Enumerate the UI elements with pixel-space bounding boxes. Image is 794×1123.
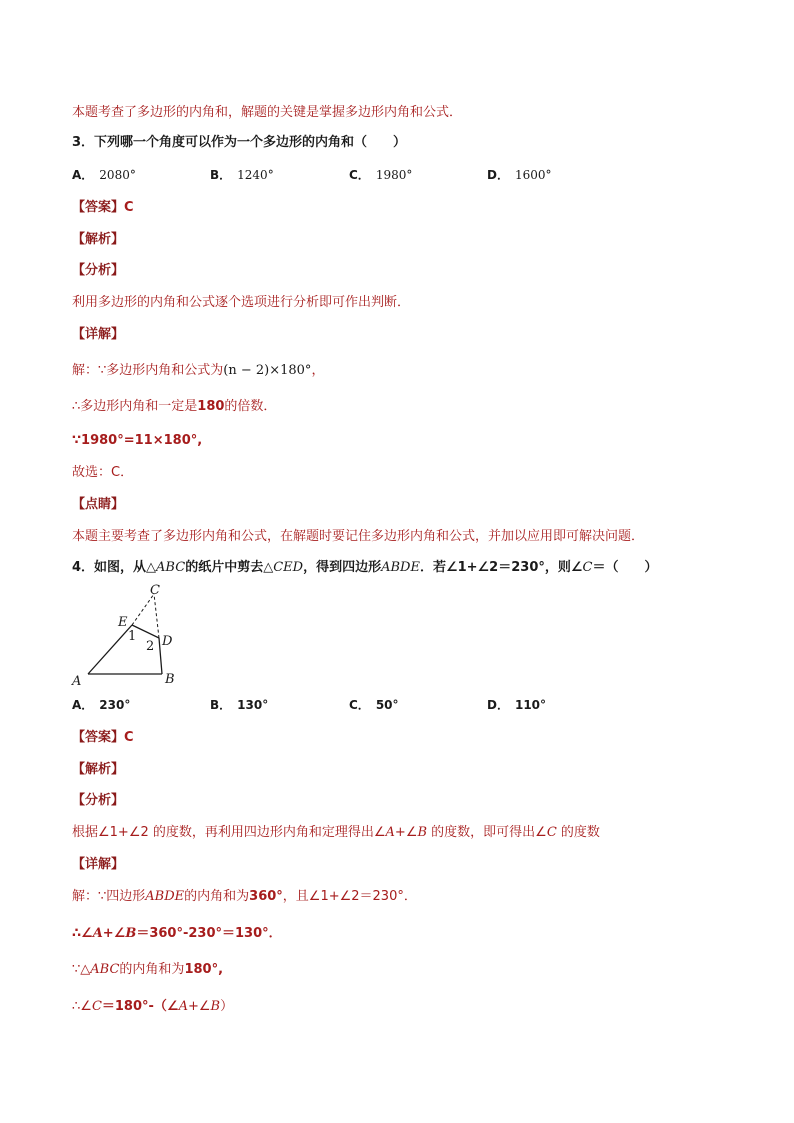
q4-answer [72, 729, 134, 747]
q3-xiangjie-tag: 【详解】 [72, 327, 125, 342]
q3-answer [72, 199, 134, 217]
q3-option-b [210, 166, 274, 184]
q3-option-b-value: 1240° [237, 168, 274, 182]
q4-step1 [72, 888, 417, 906]
q3-fenxi-text: 利用多边形的内角和公式逐个选项进行分析即可作出判断． [72, 295, 411, 310]
q4-fenxi-p2: +∠ [394, 825, 418, 840]
q3-option-c-label: C． [349, 168, 370, 182]
q3-step1-pre: 解：∵多边形内角和公式为 [72, 363, 224, 378]
q4-s1-p3: ，且∠1+∠2＝230°． [282, 889, 417, 904]
q4-jiexi-tag: 【解析】 [72, 762, 125, 777]
q4-s4-c: C [91, 999, 102, 1014]
q4-s1-p1: 解：∵四边形 [72, 889, 146, 904]
q3-step1-formula: (n − 2)×180° [223, 363, 312, 378]
q4-s2-p2: +∠ [102, 926, 126, 941]
q4-option-c-label: C． [349, 698, 370, 712]
q3-step4: 故选：C． [72, 465, 134, 480]
q4-s2-b: B [125, 926, 137, 941]
q4-fenxi-a: A [385, 825, 395, 840]
q4-s1-quad: ABDE [145, 889, 185, 904]
q3-jiexi-tag: 【解析】 [72, 232, 125, 247]
label-angle-1: 1 [128, 629, 137, 644]
q4-xiangjie-tag: 【详解】 [72, 857, 125, 872]
q4-fenxi-c: C [546, 825, 557, 840]
q4-option-b-value: 130° [237, 698, 269, 712]
q3-answer-tag: 【答案】 [72, 200, 125, 215]
q3-step2 [72, 398, 276, 416]
q4-stem [72, 559, 658, 577]
q4-s4-p4: ） [220, 999, 234, 1014]
q3-option-c [349, 166, 412, 184]
q3-option-a [72, 166, 136, 184]
q4-fenxi-p4: 的度数 [556, 825, 600, 840]
label-angle-2: 2 [146, 639, 155, 654]
q4-s4-a: A [178, 999, 188, 1014]
q4-option-a-label: A． [72, 698, 94, 712]
q4-s3-num: 180°, [184, 962, 224, 977]
q4-option-a-value: 230° [99, 698, 131, 712]
q3-option-a-label: A． [72, 168, 94, 182]
q4-answer-value: C [124, 730, 134, 745]
q4-stem-p1: 4．如图，从 [72, 560, 147, 575]
q4-option-a [72, 696, 130, 714]
q4-stem-quad: ABDE [381, 560, 420, 575]
dashed-ec [132, 594, 154, 625]
q4-option-b [210, 696, 268, 714]
q4-s4-b: B [210, 999, 221, 1014]
q3-step3: ∵1980°=11×180°, [72, 433, 203, 448]
q4-stem-tri1: △ABC [146, 560, 186, 575]
q4-fenxi-tag: 【分析】 [72, 793, 125, 808]
q3-fenxi-tag: 【分析】 [72, 263, 125, 278]
q4-step4 [72, 998, 233, 1016]
q4-answer-tag: 【答案】 [72, 730, 125, 745]
q3-option-a-value: 2080° [99, 168, 136, 182]
previous-summary: 本题考查了多边形的内角和，解题的关键是掌握多边形内角和公式． [72, 105, 463, 120]
q4-option-c-value: 50° [375, 698, 399, 712]
q4-s4-p2: ＝180°-（∠ [101, 999, 179, 1014]
q4-stem-c: C [582, 560, 593, 575]
q4-s3-tri: ABC [90, 962, 120, 977]
label-a: A [72, 674, 82, 689]
q3-option-d-label: D． [487, 168, 509, 182]
q3-step2-pre: ∴多边形内角和一定是 [72, 399, 198, 414]
label-c: C [150, 583, 160, 598]
q3-option-d [487, 166, 552, 184]
label-b: B [165, 672, 175, 687]
q3-option-d-value: 1600° [514, 168, 552, 182]
q4-stem-tri2: △CED [263, 560, 304, 575]
q4-step3 [72, 961, 223, 979]
q4-s3-p1: ∵△ [72, 962, 91, 977]
q4-fenxi-p3: 的度数，即可得出∠ [427, 825, 547, 840]
q4-s1-p2: 的内角和为 [184, 889, 250, 904]
q3-stem: 3．下列哪一个角度可以作为一个多边形的内角和（ ） [72, 135, 407, 150]
q3-step1 [72, 362, 324, 380]
q4-stem-p5: ＝（ ） [592, 560, 658, 575]
q4-stem-p4: ．若∠1+∠2＝230°，则∠ [419, 560, 583, 575]
q4-s2-p3: ＝360°-230°＝130°． [136, 926, 282, 941]
q4-option-d-value: 110° [514, 698, 547, 712]
q3-answer-value: C [124, 200, 134, 215]
q4-s1-num: 360° [249, 889, 283, 904]
q4-step2 [72, 925, 282, 943]
q4-stem-p2: 的纸片中剪去 [185, 560, 264, 575]
q4-s3-p2: 的内角和为 [119, 962, 185, 977]
q4-option-d [487, 696, 546, 714]
q4-option-b-label: B． [210, 698, 232, 712]
q4-fenxi-b: B [417, 825, 428, 840]
q4-fenxi-p1: 根据∠1+∠2 的度数，再利用四边形内角和定理得出∠ [72, 825, 386, 840]
label-d: D [162, 634, 173, 649]
q4-s4-p3: +∠ [187, 999, 211, 1014]
edge-ae [88, 625, 132, 674]
q4-fenxi-text [72, 824, 600, 842]
q4-s2-p1: ∴∠ [72, 926, 93, 941]
label-e: E [118, 615, 128, 630]
q3-option-c-value: 1980° [375, 168, 413, 182]
q4-stem-p3: ，得到四边形 [303, 560, 382, 575]
q3-dianjing-text: 本题主要考查了多边形内角和公式，在解题时要记住多边形内角和公式，并加以应用即可解决问题． [72, 529, 645, 544]
triangle-figure [70, 582, 190, 692]
q4-option-d-label: D． [487, 698, 509, 712]
dashed-dc [154, 594, 159, 638]
q3-step1-post: ， [311, 363, 325, 378]
q4-s2-a: A [92, 926, 103, 941]
q4-option-c [349, 696, 399, 714]
q3-step2-post: 的倍数． [224, 399, 277, 414]
q4-s4-p1: ∴∠ [72, 999, 92, 1014]
q3-step2-num: 180 [197, 399, 225, 414]
q3-dianjing-tag: 【点睛】 [72, 497, 125, 512]
q3-option-b-label: B． [210, 168, 232, 182]
